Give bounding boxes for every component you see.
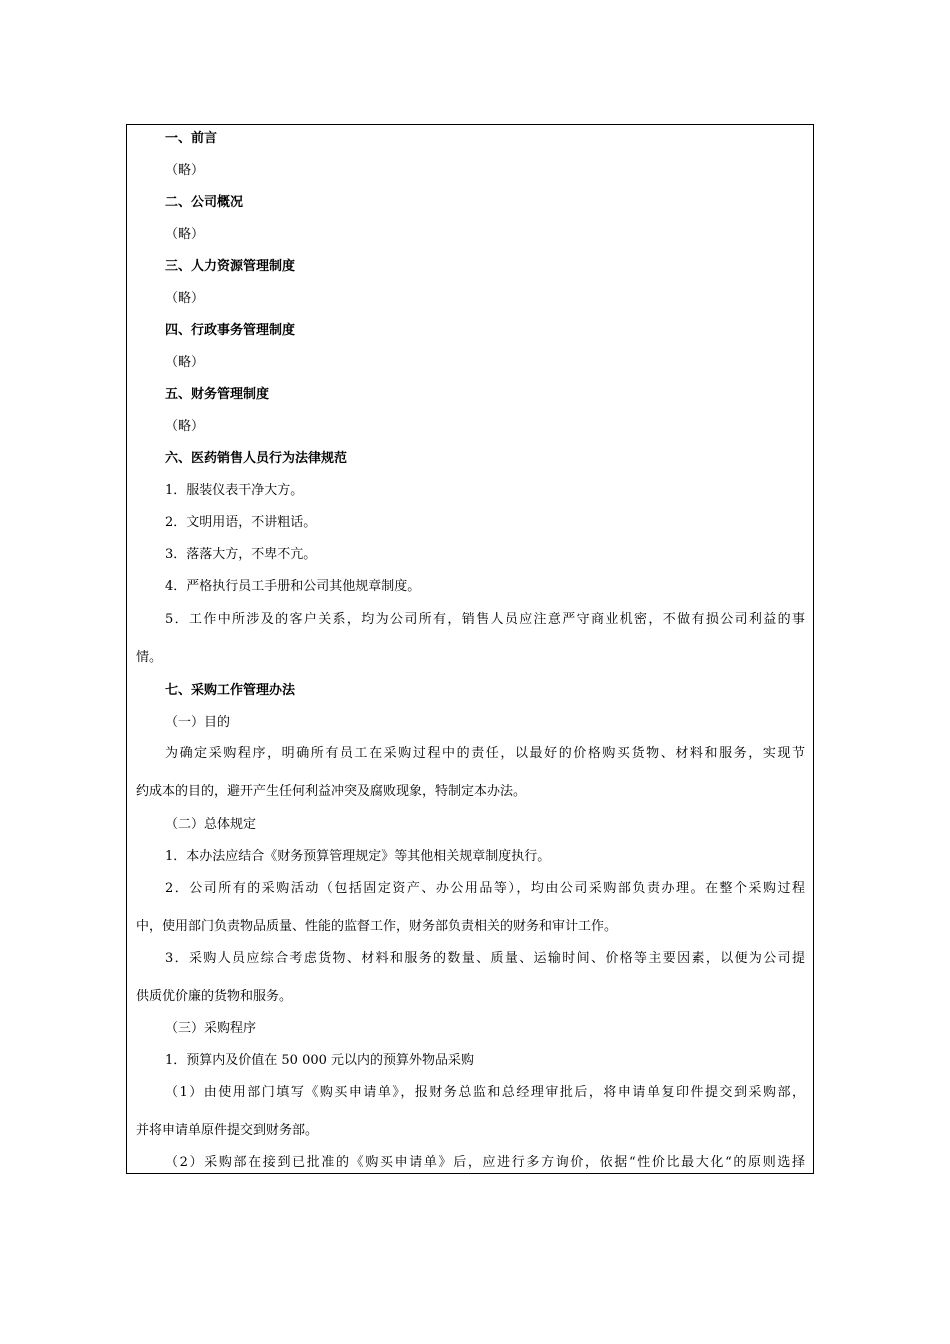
list-item: 3．落落大方，不卑不亢。	[165, 547, 317, 562]
section-body-company: （略）	[165, 227, 205, 242]
section-body-preface: （略）	[165, 163, 205, 178]
subsection-heading-procedure: （三）采购程序	[165, 1021, 257, 1036]
section-heading-sales-conduct: 六、医药销售人员行为法律规范	[165, 451, 348, 466]
section-body-hr: （略）	[165, 291, 205, 306]
paragraph-line: 2．公司所有的采购活动（包括固定资产、办公用品等），均由公司采购部负责办理。在整个采购过程	[165, 881, 805, 896]
list-item: 1．服装仪表干净大方。	[165, 483, 304, 498]
paragraph-line: （2）采购部在接到已批准的《购买申请单》后，应进行多方询价，依据“性价比最大化“的原则选择	[165, 1155, 805, 1170]
section-heading-company: 二、公司概况	[165, 195, 244, 210]
list-item-continuation: 情。	[136, 650, 163, 665]
list-item: 2．文明用语，不讲粗话。	[165, 515, 317, 530]
section-heading-finance: 五、财务管理制度	[165, 387, 270, 402]
section-heading-preface: 一、前言	[165, 131, 218, 146]
paragraph-line: 供质优价廉的货物和服务。	[136, 989, 293, 1004]
list-item: 4．严格执行员工手册和公司其他规章制度。	[165, 579, 421, 594]
paragraph-line: 约成本的目的，避开产生任何利益冲突及腐败现象，特制定本办法。	[136, 784, 527, 799]
subsection-heading-general: （二）总体规定	[165, 817, 257, 832]
section-heading-hr: 三、人力资源管理制度	[165, 259, 296, 274]
paragraph-line: 1．预算内及价值在 50 000 元以内的预算外物品采购	[165, 1053, 475, 1068]
paragraph-line: 中，使用部门负责物品质量、性能的监督工作，财务部负责相关的财务和审计工作。	[136, 919, 618, 934]
paragraph-line: 并将申请单原件提交到财务部。	[136, 1123, 319, 1138]
section-body-finance: （略）	[165, 419, 205, 434]
paragraph-line: （1）由使用部门填写《购买申请单》，报财务总监和总经理审批后，将申请单复印件提交到采购部，	[165, 1085, 805, 1100]
paragraph-line: 为确定采购程序，明确所有员工在采购过程中的责任，以最好的价格购买货物、材料和服务，实现节	[165, 746, 805, 761]
list-item: 5．工作中所涉及的客户关系，均为公司所有，销售人员应注意严守商业机密，不做有损公司利益的事	[165, 612, 805, 627]
document-frame	[126, 124, 814, 1174]
paragraph-line: 1．本办法应结合《财务预算管理规定》等其他相关规章制度执行。	[165, 849, 551, 864]
paragraph-line: 3．采购人员应综合考虑货物、材料和服务的数量、质量、运输时间、价格等主要因素，以便为公司提	[165, 951, 805, 966]
section-heading-admin: 四、行政事务管理制度	[165, 323, 296, 338]
section-heading-procurement: 七、采购工作管理办法	[165, 683, 296, 698]
section-body-admin: （略）	[165, 355, 205, 370]
subsection-heading-purpose: （一）目的	[165, 715, 231, 730]
